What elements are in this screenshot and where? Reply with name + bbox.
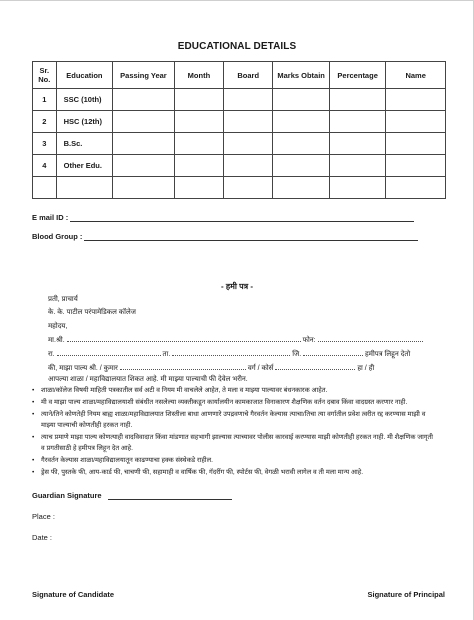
list-item: • त्याच प्रमाणे माझा पाल्य कोणत्याही वादविवादात किंवा मांडणात सहभागी झाल्यास त्याच्यावर पोलीस कारवाई करण्यास माझी कोणतीही हरकत नाही. मी शैक्षणिक जागृती व प्रगतीसाठी हे हमीपत्र लिहून देत आहे.	[32, 432, 437, 454]
row-sr: 4	[33, 155, 57, 177]
cell-input[interactable]	[113, 133, 175, 155]
taluka-input[interactable]	[172, 349, 290, 356]
ki-text: की, माझा पाल्य श्री. / कुमार	[48, 365, 118, 372]
cell-input[interactable]	[224, 155, 273, 177]
row-sr	[33, 177, 57, 199]
guardian-signature-label: Guardian Signature	[32, 491, 102, 500]
table-row	[33, 155, 446, 177]
row-sr: 3	[33, 133, 57, 155]
ha-hi-text: हा / ही	[357, 365, 375, 372]
cell-input[interactable]	[386, 111, 446, 133]
cell-input[interactable]	[174, 133, 223, 155]
blood-group-input-line[interactable]	[84, 232, 418, 241]
guardian-name-line	[48, 335, 423, 345]
cell-input[interactable]	[273, 133, 330, 155]
to-principal: प्रती, प्राचार्य	[48, 296, 78, 303]
list-item: • ड्रेस फी, पुस्तके फी, आय-कार्ड फी, चाचणी फी, सहामाही व वार्षिक फी, गॅदरींग फी, स्पोर्टस फी, वेगळी भरावी लागेल व ती मला मान्य आहे.	[32, 467, 437, 478]
varg-text: वर्ग / कोर्स	[247, 365, 274, 372]
email-input-line[interactable]	[70, 213, 414, 222]
email-field	[32, 213, 414, 222]
signature-principal: Signature of Principal	[367, 590, 445, 599]
cell-input[interactable]	[273, 89, 330, 111]
guardian-signature-line[interactable]	[108, 491, 232, 500]
cell-input[interactable]	[273, 177, 330, 199]
header-month: Month	[174, 62, 223, 89]
cell-input[interactable]	[174, 111, 223, 133]
education-table	[32, 61, 446, 199]
blood-group-label: Blood Group :	[32, 232, 83, 241]
cell-input[interactable]	[224, 177, 273, 199]
table-row	[33, 133, 446, 155]
cell-input[interactable]	[113, 177, 175, 199]
course-input[interactable]	[275, 363, 355, 370]
college-name: के. के. पाटील परंपामेडिकल कॉलेज	[48, 309, 136, 316]
blood-group-field	[32, 232, 418, 241]
table-header-row	[33, 62, 446, 89]
phone-input[interactable]	[318, 335, 423, 342]
cell-input[interactable]	[174, 177, 223, 199]
header-passing-year: Passing Year	[113, 62, 175, 89]
list-item: • शाळा/कॉलेज विषयी माहिती पत्रकातील सर्व अटी व नियम मी वाचलेले आहेत, ते मला व माझ्या पाल्यावर बंधनकारक आहेत.	[32, 385, 437, 396]
cell-input[interactable]	[329, 155, 386, 177]
date-label: Date :	[32, 533, 53, 542]
place-label: Place :	[32, 512, 55, 521]
row-sr: 1	[33, 89, 57, 111]
guardian-name-input[interactable]	[67, 335, 301, 342]
ra-label: रा.	[48, 351, 55, 358]
row-sr: 2	[33, 111, 57, 133]
header-sr-no: Sr. No.	[33, 62, 57, 89]
row-education: Other Edu.	[56, 155, 113, 177]
page-title: EDUCATIONAL DETAILS	[177, 41, 297, 52]
email-label: E mail ID :	[32, 213, 69, 222]
village-input[interactable]	[57, 349, 161, 356]
list-item: • गैरवर्तन केल्यास शाळा/महाविद्यालयातून काढण्याचा हक्क संस्थेकडे राहील.	[32, 455, 437, 466]
undertaking-points	[32, 385, 437, 479]
cell-input[interactable]	[224, 111, 273, 133]
table-row	[33, 111, 446, 133]
row-education: B.Sc.	[56, 133, 113, 155]
guardian-signature-field	[32, 491, 232, 500]
ta-label: ता.	[162, 351, 171, 358]
cell-input[interactable]	[113, 111, 175, 133]
cell-input[interactable]	[273, 111, 330, 133]
cell-input[interactable]	[174, 155, 223, 177]
header-education: Education	[56, 62, 113, 89]
cell-input[interactable]	[329, 133, 386, 155]
header-name: Name	[386, 62, 446, 89]
cell-input[interactable]	[386, 133, 446, 155]
fee-line: आपल्या शाळा / महाविद्यालयात शिकत आहे. मी माझ्या पाल्याची फी देवेल भरीन.	[48, 376, 248, 383]
ward-line	[48, 363, 374, 373]
declare-text: हमीपत्र लिहून देतो	[365, 351, 411, 358]
cell-input[interactable]	[224, 89, 273, 111]
row-education: HSC (12th)	[56, 111, 113, 133]
cell-input[interactable]	[174, 89, 223, 111]
mr-label: मा.श्री.	[48, 337, 65, 344]
district-input[interactable]	[303, 349, 363, 356]
cell-input[interactable]	[273, 155, 330, 177]
ji-label: जि.	[292, 351, 302, 358]
cell-input[interactable]	[386, 89, 446, 111]
header-marks-obtain: Marks Obtain	[273, 62, 330, 89]
list-item: • मी व माझा पाल्य शाळा/महाविद्यालयाशी संबंधीत नसलेल्या व्यक्तीकडून कार्यालयीन कामकाजात विनाकारण शैक्षणिक वर्तन दबाव किंवा वादग्रस्त करणार नाही.	[32, 397, 437, 408]
cell-input[interactable]	[224, 133, 273, 155]
phone-label: फोन:	[302, 337, 316, 344]
list-item: • त्याने/तिने कोणतेही नियम बाह्य शाळा/महाविद्यालयात शिस्तीला बाधा आणणारे उपद्रवणाचे गैरवर्तन केल्यास त्याचा/तिचा त्या वर्गातील प्रवेश त्वरीत रद्द करण्यास माझी व माझ्या पाल्याची कोणतीही हरकत नाही.	[32, 409, 437, 431]
cell-input[interactable]	[113, 89, 175, 111]
table-row	[33, 89, 446, 111]
undertaking-title: - हमी पत्र -	[220, 282, 254, 291]
row-education: SSC (10th)	[56, 89, 113, 111]
table-row	[33, 177, 446, 199]
ward-name-input[interactable]	[120, 363, 246, 370]
cell-input[interactable]	[113, 155, 175, 177]
cell-input[interactable]	[386, 177, 446, 199]
header-percentage: Percentage	[329, 62, 386, 89]
salutation: महोदय,	[48, 323, 68, 330]
cell-input[interactable]	[329, 89, 386, 111]
signature-candidate: Signature of Candidate	[32, 590, 115, 599]
cell-input[interactable]	[386, 155, 446, 177]
header-board: Board	[224, 62, 273, 89]
row-education	[56, 177, 113, 199]
cell-input[interactable]	[329, 177, 386, 199]
cell-input[interactable]	[329, 111, 386, 133]
address-line	[48, 349, 410, 359]
